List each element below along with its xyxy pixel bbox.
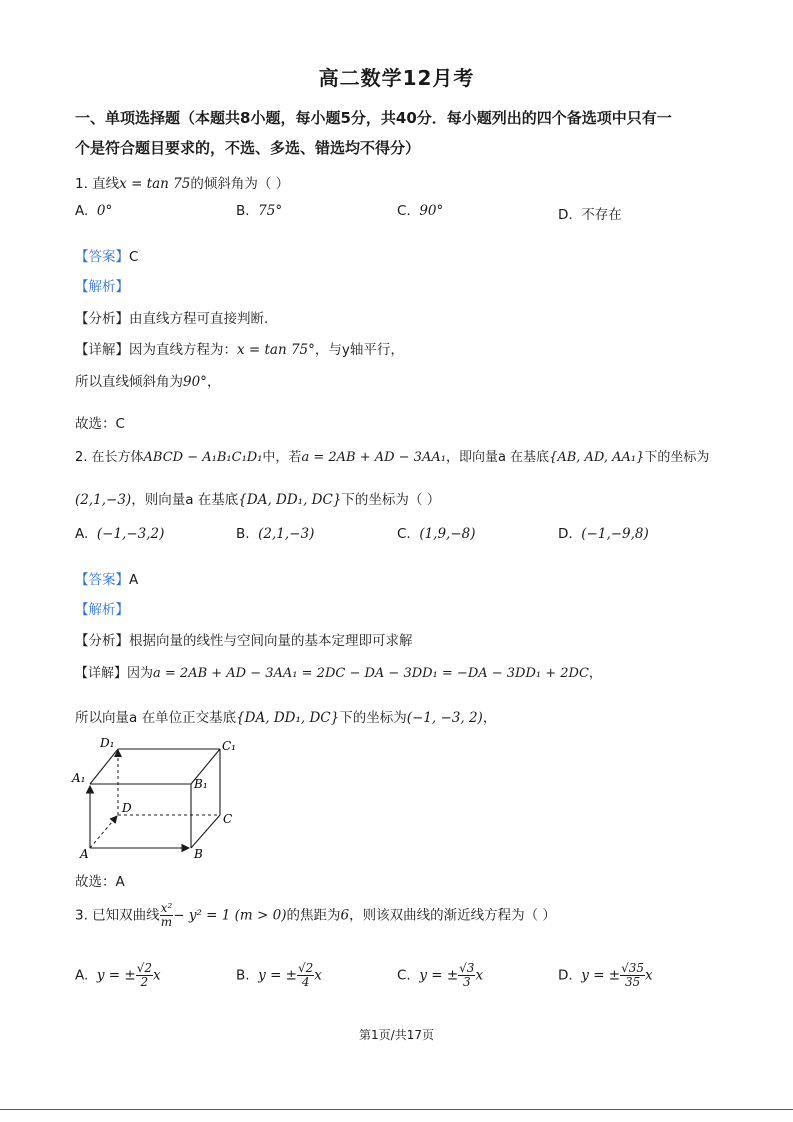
detail-suffix: ，与y轴平行， <box>314 342 404 358</box>
question-2-detail-2 <box>75 706 496 726</box>
answer-value: A <box>129 572 139 588</box>
fraction-denominator: 3 <box>462 975 471 989</box>
fraction-denominator: 2 <box>140 975 149 989</box>
option-value: (−1,−9,8) <box>581 526 649 542</box>
question-1-stem <box>75 172 289 192</box>
detail-math: 90° <box>183 374 207 390</box>
option-prefix: y = ± <box>581 967 621 984</box>
question-1-answer <box>75 245 138 265</box>
cuboid-figure <box>68 736 248 862</box>
fraction-numerator: √3 <box>459 961 475 975</box>
detail-prefix: 所以向量a 在单位正交基底 <box>75 710 237 726</box>
question-2-option-b <box>236 526 314 542</box>
section-heading-line1: 一、单项选择题（本题共8小题，每小题5分，共40分．每小题列出的四个备选项中只有一 <box>75 109 672 127</box>
option-prefix: y = ± <box>96 967 136 984</box>
question-1-choose: 故选：C <box>75 416 125 432</box>
option-fraction <box>297 962 314 989</box>
option-letter: C. <box>397 203 411 219</box>
bottom-divider <box>0 1109 793 1110</box>
edge-c-b <box>191 815 220 848</box>
label-b: B <box>194 847 203 861</box>
label-a: A <box>80 847 89 861</box>
detail-prefix: 【详解】因为直线方程为： <box>75 342 237 358</box>
detail-prefix: 所以直线倾斜角为 <box>75 374 183 390</box>
q3-equation-rest: − y² = 1 (m > 0) <box>173 907 287 924</box>
option-letter: C. <box>397 967 411 984</box>
detail-coordinate: (−1, −3, 2) <box>406 710 483 726</box>
q2-suffix: 下的坐标为 <box>644 450 710 465</box>
question-1-option-a <box>75 203 112 219</box>
question-2-stem-line2 <box>75 488 440 508</box>
option-suffix: x <box>314 967 322 984</box>
question-2-option-a <box>75 526 164 542</box>
question-1-analysis-tag: 【解析】 <box>75 279 129 295</box>
fraction-denominator: 4 <box>301 975 310 989</box>
option-suffix: x <box>475 967 484 984</box>
question-2-stem-line1 <box>75 446 709 465</box>
option-fraction <box>136 962 153 989</box>
q2-prefix: 2. 在长方体 <box>75 450 144 465</box>
fraction-denominator: 35 <box>624 975 641 989</box>
q3-suffix: ，则该双曲线的渐近线方程为（ ） <box>349 907 556 924</box>
label-c1: C₁ <box>222 739 236 753</box>
question-2-option-c <box>397 526 476 542</box>
question-2-detail <box>75 662 602 681</box>
detail-suffix: 下的坐标为 <box>339 710 407 726</box>
edge-a1-d1 <box>90 749 118 784</box>
detail-expression: a = 2AB + AD − 3AA₁ = 2DC − DA − 3DD₁ = −DA − 3DD₁ + 2DC <box>153 666 589 681</box>
option-suffix: x <box>645 967 653 984</box>
question-3-option-b <box>236 962 322 989</box>
question-2-fenxi: 【分析】根据向量的线性与空间向量的基本定理即可求解 <box>75 633 413 649</box>
question-3-option-a <box>75 962 161 989</box>
question-2-choose: 故选：A <box>75 874 125 890</box>
fraction-numerator: √35 <box>621 961 645 975</box>
option-suffix: x <box>153 967 161 984</box>
fraction-numerator: x² <box>160 901 173 915</box>
label-a1: A₁ <box>72 771 86 785</box>
q3-prefix: 3. 已知双曲线 <box>75 907 160 924</box>
option-value: 不存在 <box>581 207 622 223</box>
label-b1: B₁ <box>194 777 208 791</box>
label-c: C <box>223 812 233 826</box>
fraction-numerator: √2 <box>298 961 314 975</box>
question-2-option-d <box>558 526 649 542</box>
q2-mid: ，即向量a 在基底 <box>445 450 550 465</box>
q2-mid: 中，若 <box>262 450 302 465</box>
detail-basis: {DA, DD₁, DC} <box>236 710 340 726</box>
option-letter: D. <box>558 526 573 542</box>
answer-value: C <box>129 249 139 265</box>
fraction-denominator: m <box>160 915 173 929</box>
question-1-detail <box>75 338 404 358</box>
option-letter: B. <box>236 526 250 542</box>
answer-tag: 【答案】 <box>75 249 129 265</box>
option-value: 75° <box>258 203 283 219</box>
question-1-suffix: 的倾斜角为（ ） <box>190 176 290 192</box>
q2-suffix: 下的坐标为（ ） <box>341 492 441 508</box>
option-letter: B. <box>236 203 250 219</box>
page-title: 高二数学12月考 <box>318 66 475 90</box>
q2-mid: ，则向量a 在基底 <box>131 492 239 508</box>
option-value: (2,1,−3) <box>258 526 315 542</box>
q2-basis-2: {DA, DD₁, DC} <box>238 492 342 508</box>
question-3-stem <box>75 902 556 929</box>
detail-prefix: 【详解】因为 <box>75 666 154 681</box>
option-fraction <box>458 962 475 989</box>
detail-math: x = tan 75° <box>237 342 315 358</box>
option-letter: D. <box>558 207 573 223</box>
q3-fraction <box>160 902 174 929</box>
option-letter: D. <box>558 967 573 984</box>
q3-mid: 的焦距为 <box>286 907 341 924</box>
detail-suffix: ， <box>206 374 221 390</box>
q2-box-name: ABCD − A₁B₁C₁D₁ <box>143 450 263 465</box>
question-2-analysis-tag: 【解析】 <box>75 602 129 618</box>
question-3-option-c <box>397 962 483 989</box>
q2-coordinate: (2,1,−3) <box>75 492 132 508</box>
question-2-answer <box>75 568 138 588</box>
label-d1: D₁ <box>100 736 115 750</box>
option-prefix: y = ± <box>258 967 297 984</box>
page-footer: 第1页/共17页 <box>359 1028 434 1042</box>
question-1-fenxi: 【分析】由直线方程可直接判断. <box>75 311 269 327</box>
option-value: (1,9,−8) <box>419 526 476 542</box>
option-value: 90° <box>419 203 444 219</box>
question-1-option-d <box>558 203 622 223</box>
label-d: D <box>122 801 132 815</box>
option-letter: B. <box>236 967 250 984</box>
question-1-prefix: 1. 直线 <box>75 176 120 192</box>
question-3-option-d <box>558 962 653 989</box>
q2-vector-expression: a = 2AB + AD − 3AA₁ <box>301 450 446 465</box>
q2-basis-1: {AB, AD, AA₁} <box>549 450 645 465</box>
option-prefix: y = ± <box>419 967 459 984</box>
option-letter: A. <box>75 526 89 542</box>
question-1-math: x = tan 75 <box>119 176 191 192</box>
question-1-option-b <box>236 203 282 219</box>
option-value: 0° <box>96 203 113 219</box>
vector-ad <box>90 816 117 848</box>
question-1-option-c <box>397 203 443 219</box>
option-fraction <box>620 962 645 989</box>
detail-end: ， <box>482 710 497 726</box>
detail-suffix: ， <box>588 666 602 681</box>
option-letter: A. <box>75 967 89 984</box>
question-1-detail-2 <box>75 370 220 390</box>
option-value: (−1,−3,2) <box>96 526 165 542</box>
q3-focal-length: 6 <box>340 907 350 924</box>
answer-tag: 【答案】 <box>75 572 129 588</box>
option-letter: A. <box>75 203 89 219</box>
fraction-numerator: √2 <box>136 961 153 975</box>
section-heading-line2: 个是符合题目要求的，不选、多选、错选均不得分） <box>75 139 421 157</box>
option-letter: C. <box>397 526 411 542</box>
